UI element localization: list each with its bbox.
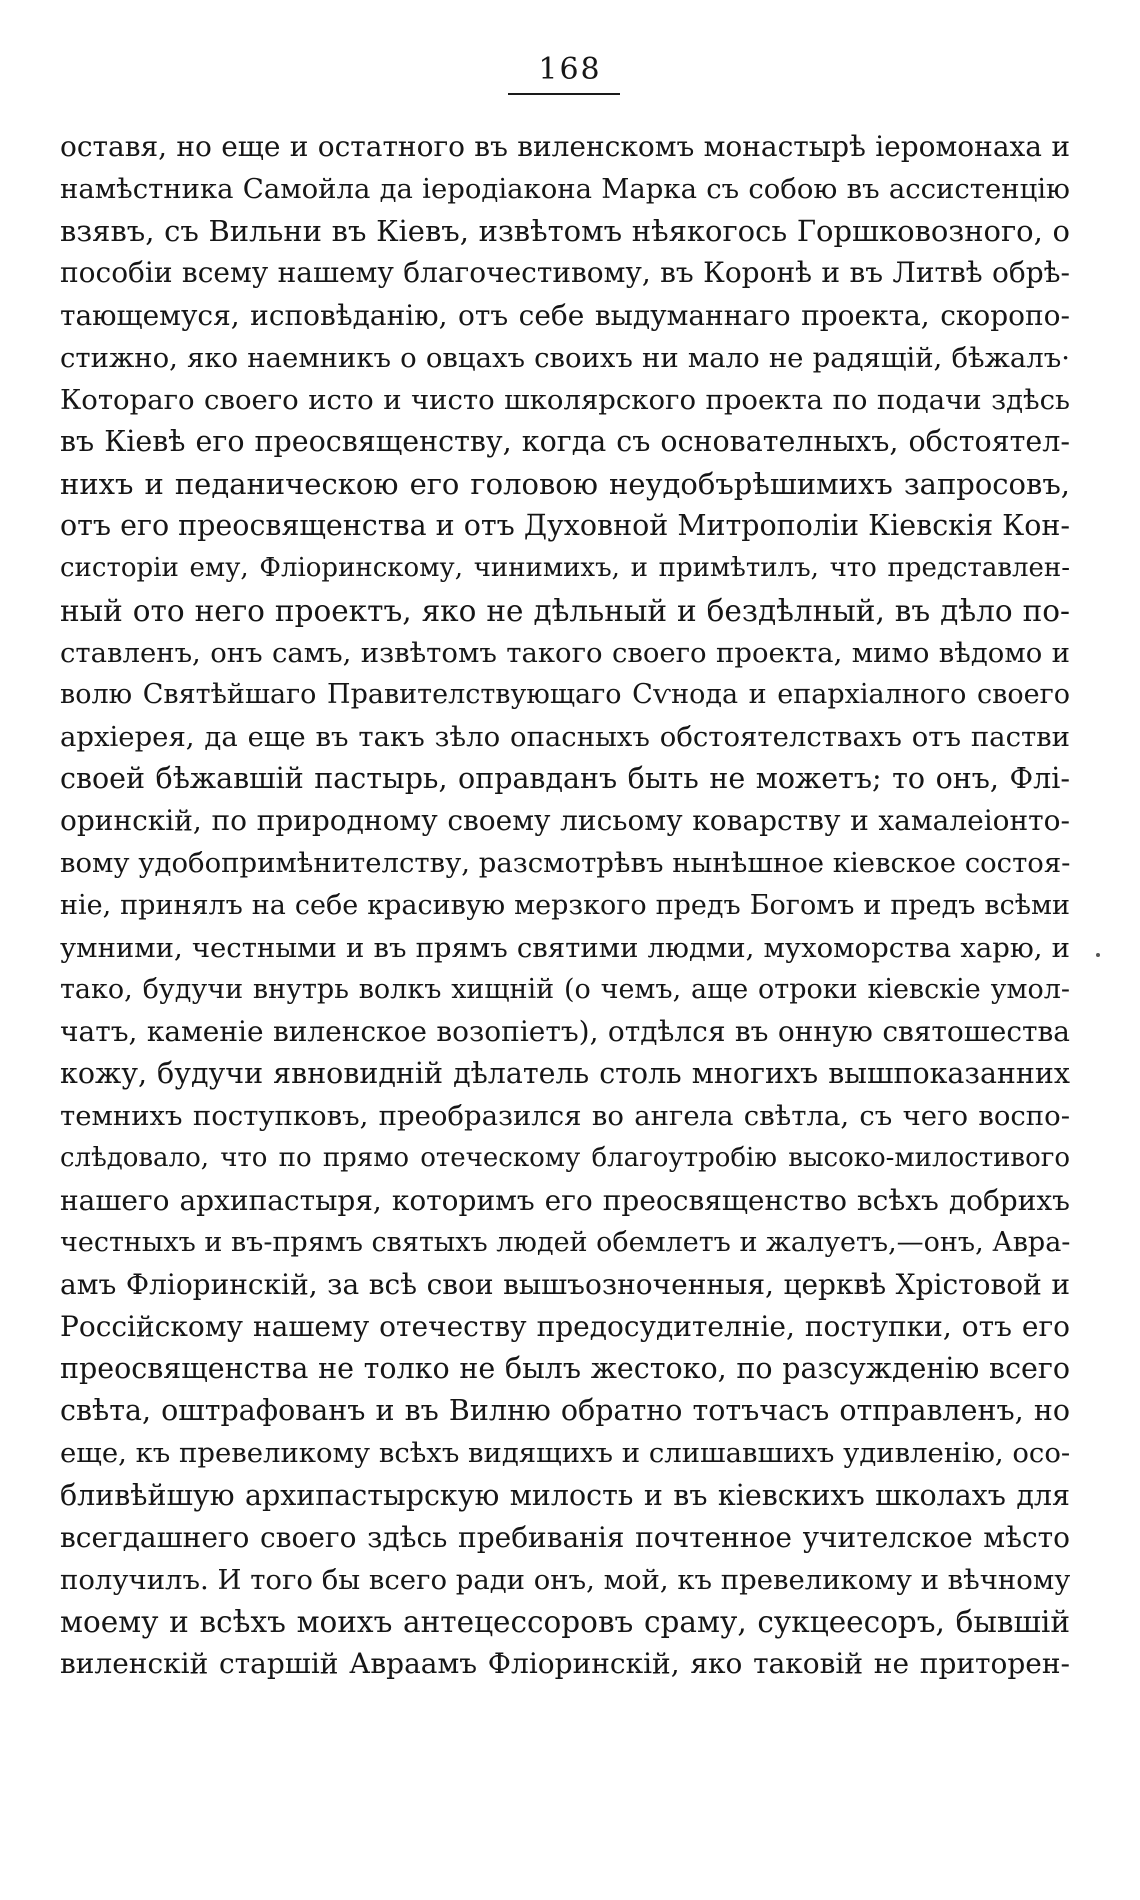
text-line: Котораго своего исто и чисто школярского проекта по подачи здѣсь [60,383,1070,416]
text-line: своей бѣжавшій пастырь, оправданъ быть не можетъ; то онъ, Флі- [60,762,1070,796]
text-line: вому удобопримѣнителству, разсмотрѣвъ нынѣшное кіевское состоя- [60,847,1070,880]
text-line: кожу, будучи явновидній дѣлатель столь многихъ вышпоказанних [60,1057,1070,1091]
text-line: оринскій, по природному своему лисьому коварству и хамалеіонто- [60,804,1070,838]
text-line: архіерея, да еще въ такъ зѣло опасныхъ обстоятелствахъ отъ пастви [60,720,1070,753]
page-number: 168 [538,52,602,87]
text-line: нихъ и педаническою его головою неудобърѣшимихъ запросовъ, [60,467,1070,502]
text-line: ный ото него проектъ, яко не дѣльный и бездѣлный, въ дѣло по- [60,593,1070,628]
text-line: стижно, яко наемникъ о овцахъ своихъ ни мало не радящій, бѣжалъ· [60,341,1070,374]
page-number-underline [508,93,620,95]
text-line: оставя, но еще и остатного въ виленскомъ монастырѣ іеромонаха и [60,130,1070,163]
text-line: отъ его преосвященства и отъ Духовной Митрополіи Кіевскія Кон- [60,509,1070,543]
text-line: чатъ, каменіе виленское возопіетъ), отдѣлся въ онную святошества [60,1014,1070,1048]
text-line: амъ Фліоринскій, за всѣ свои вышъозноченныя, церквѣ Хрістовой и [60,1267,1070,1301]
text-line: умними, честными и въ прямъ святими людми, мухоморства харю, и [60,931,1070,964]
text-line: свѣта, оштрафованъ и въ Вилню обратно тотъчасъ отправленъ, но [60,1394,1070,1428]
body-text [60,126,1070,1685]
text-line: ставленъ, онъ самъ, извѣтомъ такого своего проекта, мимо вѣдомо и [60,636,1070,669]
text-line: бливѣйшую архипастырскую милость и въ кіевскихъ школахъ для [60,1478,1070,1512]
text-line: тако, будучи внутрь волкъ хищній (о чемъ, аще отроки кіевскіе умол- [60,973,1070,1005]
text-line: волю Святѣйшаго Правителствующаго Сѵнода и епархіалного своего [60,678,1070,710]
text-line: всегдашнего своего здѣсь пребиванія почтенное учителское мѣсто [60,1520,1070,1554]
text-line: систоріи ему, Фліоринскому, чинимихъ, и примѣтилъ, что представлен- [60,553,1070,584]
text-line: виленскій старшій Авраамъ Фліоринскій, яко таковій не приторен- [60,1647,1070,1681]
text-line: нашего архипастыря, которимъ его преосвященство всѣхъ добрихъ [60,1183,1070,1217]
text-line: взявъ, съ Вильни въ Кіевъ, извѣтомъ нѣякогось Горшковозного, о [60,214,1070,249]
text-line: преосвященства не толко не былъ жестоко, по разсужденію всего [60,1352,1070,1386]
text-line: ніе, принялъ на себе красивую мерзкого предъ Богомъ и предъ всѣми [60,889,1070,921]
text-line: моему и всѣхъ моихъ антецессоровъ сраму, сукцеесоръ, бывшій [60,1604,1070,1639]
text-line: честныхъ и въ-прямъ святыхъ людей обемлетъ и жалуетъ,—онъ, Авра- [60,1226,1070,1258]
text-line: намѣстника Самойла да іеродіакона Марка съ собою въ ассистенцію [60,173,1070,206]
text-line: въ Кіевѣ его преосвященству, когда съ основателныхъ, обстоятел- [60,424,1070,458]
text-line: еще, къ превеликому всѣхъ видящихъ и слишавшихъ удивленію, осо- [60,1437,1070,1470]
text-line: темнихъ поступковъ, преобразился во ангела свѣтла, съ чего воспо- [60,1100,1070,1133]
margin-mark [1096,953,1100,957]
text-line: пособіи всему нашему благочестивому, въ Коронѣ и въ Литвѣ обрѣ- [60,256,1070,290]
text-line: получилъ. И того бы всего ради онъ, мой, къ превеликому и вѣчному [60,1563,1070,1596]
text-line: тающемуся, исповѣданію, отъ себе выдуманнаго проекта, скоропо- [60,298,1070,332]
text-line: слѣдовало, что по прямо отеческому благоутробію высоко-милостивого [60,1143,1070,1174]
text-line: Россійскому нашему отечеству предосудителніе, поступки, отъ его [60,1309,1070,1343]
